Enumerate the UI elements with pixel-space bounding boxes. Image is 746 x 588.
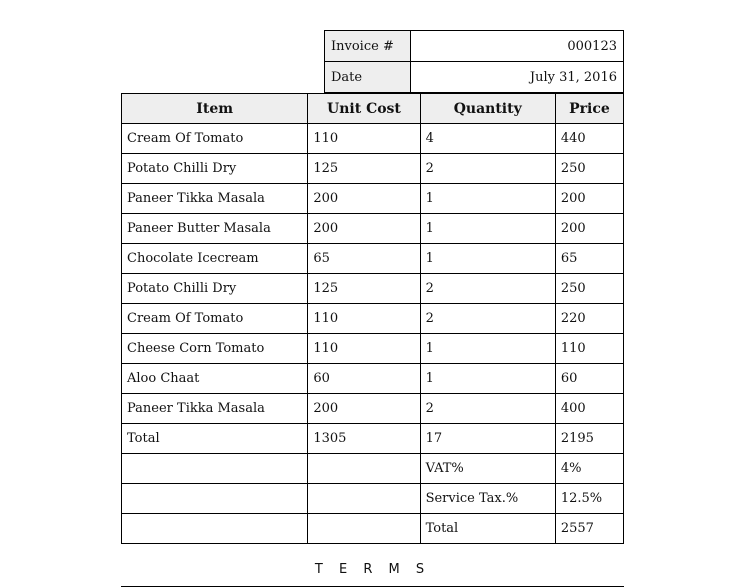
price-cell: 250 bbox=[555, 274, 623, 304]
invoice-date-row bbox=[325, 62, 624, 93]
summary-value-cell: 2557 bbox=[555, 514, 623, 544]
unit-cost-cell: 110 bbox=[308, 124, 420, 154]
summary-label-cell: Service Tax.% bbox=[420, 484, 555, 514]
unit-cost-cell: 125 bbox=[308, 154, 420, 184]
empty-cell bbox=[122, 454, 308, 484]
item-name-cell: Cheese Corn Tomato bbox=[122, 334, 308, 364]
quantity-cell: 1 bbox=[420, 334, 555, 364]
item-name-cell: Paneer Tikka Masala bbox=[122, 184, 308, 214]
table-row bbox=[122, 304, 624, 334]
price-cell: 65 bbox=[555, 244, 623, 274]
item-name-cell: Paneer Butter Masala bbox=[122, 214, 308, 244]
items-header-row bbox=[122, 94, 624, 124]
items-body bbox=[122, 124, 624, 544]
total-quantity-cell: 17 bbox=[420, 424, 555, 454]
empty-cell bbox=[122, 514, 308, 544]
header-item: Item bbox=[122, 94, 308, 124]
price-cell: 200 bbox=[555, 184, 623, 214]
empty-cell bbox=[122, 484, 308, 514]
price-cell: 110 bbox=[555, 334, 623, 364]
summary-row bbox=[122, 484, 624, 514]
unit-cost-cell: 200 bbox=[308, 214, 420, 244]
quantity-cell: 1 bbox=[420, 214, 555, 244]
price-cell: 250 bbox=[555, 154, 623, 184]
item-name-cell: Aloo Chaat bbox=[122, 364, 308, 394]
price-cell: 440 bbox=[555, 124, 623, 154]
quantity-cell: 2 bbox=[420, 154, 555, 184]
item-name-cell: Paneer Tikka Masala bbox=[122, 394, 308, 424]
empty-cell bbox=[308, 484, 420, 514]
header-unit-cost: Unit Cost bbox=[308, 94, 420, 124]
empty-cell bbox=[308, 514, 420, 544]
table-row bbox=[122, 124, 624, 154]
total-price-cell: 2195 bbox=[555, 424, 623, 454]
table-row bbox=[122, 154, 624, 184]
item-name-cell: Cream Of Tomato bbox=[122, 304, 308, 334]
unit-cost-cell: 125 bbox=[308, 274, 420, 304]
summary-row bbox=[122, 514, 624, 544]
table-row bbox=[122, 274, 624, 304]
invoice-meta-table bbox=[324, 30, 624, 93]
table-row bbox=[122, 244, 624, 274]
quantity-cell: 2 bbox=[420, 394, 555, 424]
item-name-cell: Potato Chilli Dry bbox=[122, 274, 308, 304]
summary-value-cell: 12.5% bbox=[555, 484, 623, 514]
summary-label-cell: VAT% bbox=[420, 454, 555, 484]
item-name-cell: Cream Of Tomato bbox=[122, 124, 308, 154]
terms-heading: T E R M S bbox=[314, 562, 431, 577]
price-cell: 400 bbox=[555, 394, 623, 424]
unit-cost-cell: 60 bbox=[308, 364, 420, 394]
table-row bbox=[122, 364, 624, 394]
quantity-cell: 1 bbox=[420, 364, 555, 394]
invoice-number-value: 000123 bbox=[411, 31, 624, 62]
item-name-cell: Potato Chilli Dry bbox=[122, 154, 308, 184]
summary-row bbox=[122, 454, 624, 484]
invoice-date-label: Date bbox=[325, 62, 411, 93]
invoice-number-row bbox=[325, 31, 624, 62]
empty-cell bbox=[308, 454, 420, 484]
price-cell: 200 bbox=[555, 214, 623, 244]
table-row bbox=[122, 334, 624, 364]
total-label-cell: Total bbox=[122, 424, 308, 454]
invoice-number-label: Invoice # bbox=[325, 31, 411, 62]
unit-cost-cell: 65 bbox=[308, 244, 420, 274]
summary-label-cell: Total bbox=[420, 514, 555, 544]
quantity-cell: 2 bbox=[420, 304, 555, 334]
unit-cost-cell: 110 bbox=[308, 304, 420, 334]
header-price: Price bbox=[555, 94, 623, 124]
table-row bbox=[122, 184, 624, 214]
table-row bbox=[122, 394, 624, 424]
unit-cost-cell: 200 bbox=[308, 394, 420, 424]
quantity-cell: 1 bbox=[420, 244, 555, 274]
quantity-cell: 2 bbox=[420, 274, 555, 304]
total-row bbox=[122, 424, 624, 454]
table-row bbox=[122, 214, 624, 244]
price-cell: 60 bbox=[555, 364, 623, 394]
unit-cost-cell: 200 bbox=[308, 184, 420, 214]
quantity-cell: 1 bbox=[420, 184, 555, 214]
terms-divider bbox=[121, 586, 624, 587]
invoice-date-value: July 31, 2016 bbox=[411, 62, 624, 93]
total-unit-cost-cell: 1305 bbox=[308, 424, 420, 454]
quantity-cell: 4 bbox=[420, 124, 555, 154]
unit-cost-cell: 110 bbox=[308, 334, 420, 364]
header-quantity: Quantity bbox=[420, 94, 555, 124]
price-cell: 220 bbox=[555, 304, 623, 334]
item-name-cell: Chocolate Icecream bbox=[122, 244, 308, 274]
summary-value-cell: 4% bbox=[555, 454, 623, 484]
items-table bbox=[121, 93, 624, 544]
